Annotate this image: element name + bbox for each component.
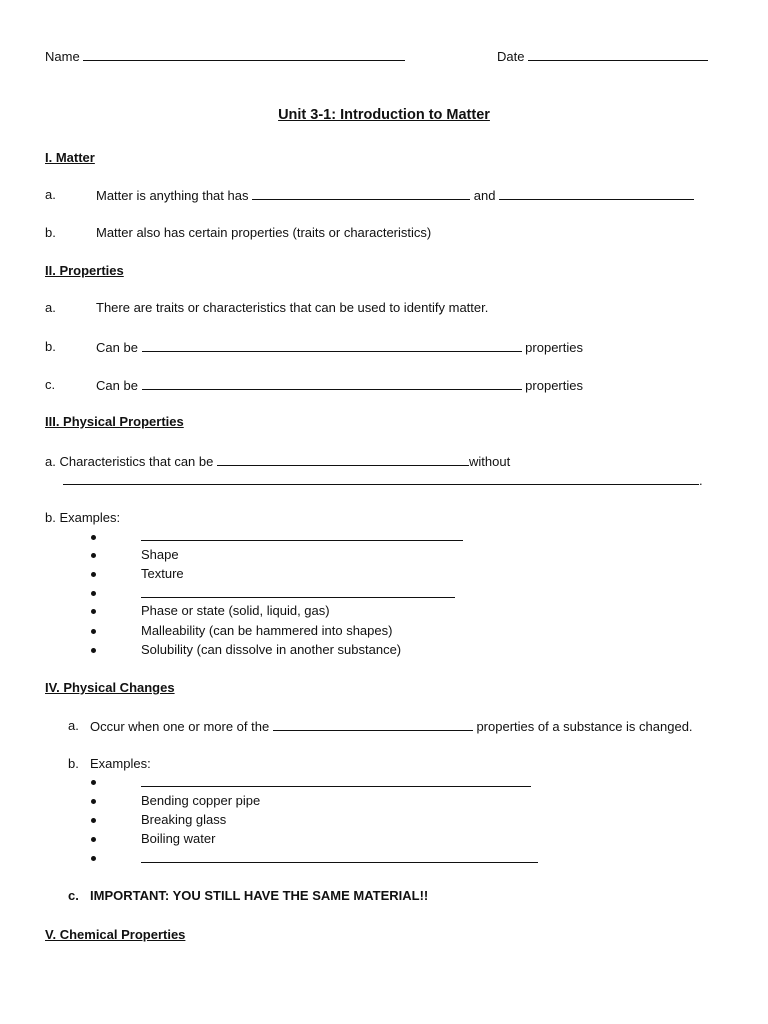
item-marker: b. (45, 339, 56, 354)
item-tail: properties (525, 340, 583, 355)
section-heading-physical-changes: IV. Physical Changes (45, 680, 175, 695)
blank-line[interactable] (141, 528, 463, 541)
list-item (141, 585, 455, 602)
physical-changes-a-row (90, 718, 693, 735)
page-title: Unit 3-1: Introduction to Matter (278, 107, 490, 123)
list-item (141, 850, 538, 867)
bullet-icon (91, 591, 96, 596)
item-text: Matter also has certain properties (traits or characteristics) (96, 225, 432, 240)
item-marker: b. (68, 756, 79, 771)
conjunction-text: and (473, 188, 496, 203)
bullet-icon (91, 856, 96, 861)
list-item (141, 528, 463, 545)
item-text: Occur when one or more of the (90, 719, 270, 734)
bullet-icon (91, 837, 96, 842)
blank-line[interactable] (141, 850, 538, 863)
list-item: Shape (141, 547, 179, 562)
item-marker: c. (68, 888, 79, 903)
section-heading-properties: II. Properties (45, 263, 124, 278)
bullet-icon (91, 609, 96, 614)
item-text: Can be (96, 340, 138, 355)
blank-line[interactable] (141, 774, 531, 787)
physical-properties-a-continuation (63, 472, 703, 489)
section-heading-matter: I. Matter (45, 150, 95, 165)
item-tail: without (468, 454, 511, 469)
name-blank[interactable] (83, 48, 405, 61)
date-blank[interactable] (528, 48, 708, 61)
section-heading-chemical-properties: V. Chemical Properties (45, 927, 186, 942)
item-text: b. Examples: (45, 510, 121, 525)
important-note: IMPORTANT: YOU STILL HAVE THE SAME MATERIAL!! (90, 888, 429, 903)
list-item: Phase or state (solid, liquid, gas) (141, 603, 330, 618)
item-text: Examples: (90, 756, 151, 771)
list-item (141, 774, 531, 791)
blank-line[interactable] (63, 472, 699, 485)
list-item: Malleability (can be hammered into shapes) (141, 623, 393, 638)
item-marker: a. (45, 187, 56, 202)
blank-line[interactable] (142, 377, 522, 390)
item-marker: a. (68, 718, 79, 733)
list-item: Breaking glass (141, 812, 227, 827)
bullet-icon (91, 780, 96, 785)
section-heading-physical-properties: III. Physical Properties (45, 414, 184, 429)
bullet-icon (91, 629, 96, 634)
list-item: Bending copper pipe (141, 793, 261, 808)
bullet-icon (91, 799, 96, 804)
matter-definition-row (96, 187, 694, 204)
bullet-icon (91, 648, 96, 653)
bullet-icon (91, 818, 96, 823)
item-text: a. Characteristics that can be (45, 454, 214, 469)
item-marker: b. (45, 225, 56, 240)
period: . (699, 473, 703, 488)
list-item: Solubility (can dissolve in another substance) (141, 642, 402, 657)
blank-line[interactable] (273, 718, 473, 731)
date-field-row (497, 48, 708, 65)
item-text: Can be (96, 378, 138, 393)
physical-properties-a-row (45, 453, 510, 470)
name-label: Name (45, 49, 80, 64)
item-tail: properties of a substance is changed. (476, 719, 693, 734)
bullet-icon (91, 535, 96, 540)
blank-line[interactable] (499, 187, 694, 200)
blank-line[interactable] (142, 339, 522, 352)
item-text: Matter is anything that has (96, 188, 249, 203)
name-field-row (45, 48, 405, 65)
bullet-icon (91, 553, 96, 558)
item-tail: properties (525, 378, 583, 393)
properties-b-row (96, 339, 583, 356)
blank-line[interactable] (141, 585, 455, 598)
list-item: Texture (141, 566, 184, 581)
date-label: Date (497, 49, 525, 64)
item-marker: c. (45, 377, 56, 392)
properties-c-row (96, 377, 583, 394)
list-item: Boiling water (141, 831, 216, 846)
blank-line[interactable] (252, 187, 470, 200)
item-marker: a. (45, 300, 56, 315)
bullet-icon (91, 572, 96, 577)
blank-line[interactable] (217, 453, 469, 466)
item-text: There are traits or characteristics that can be used to identify matter. (96, 300, 489, 315)
